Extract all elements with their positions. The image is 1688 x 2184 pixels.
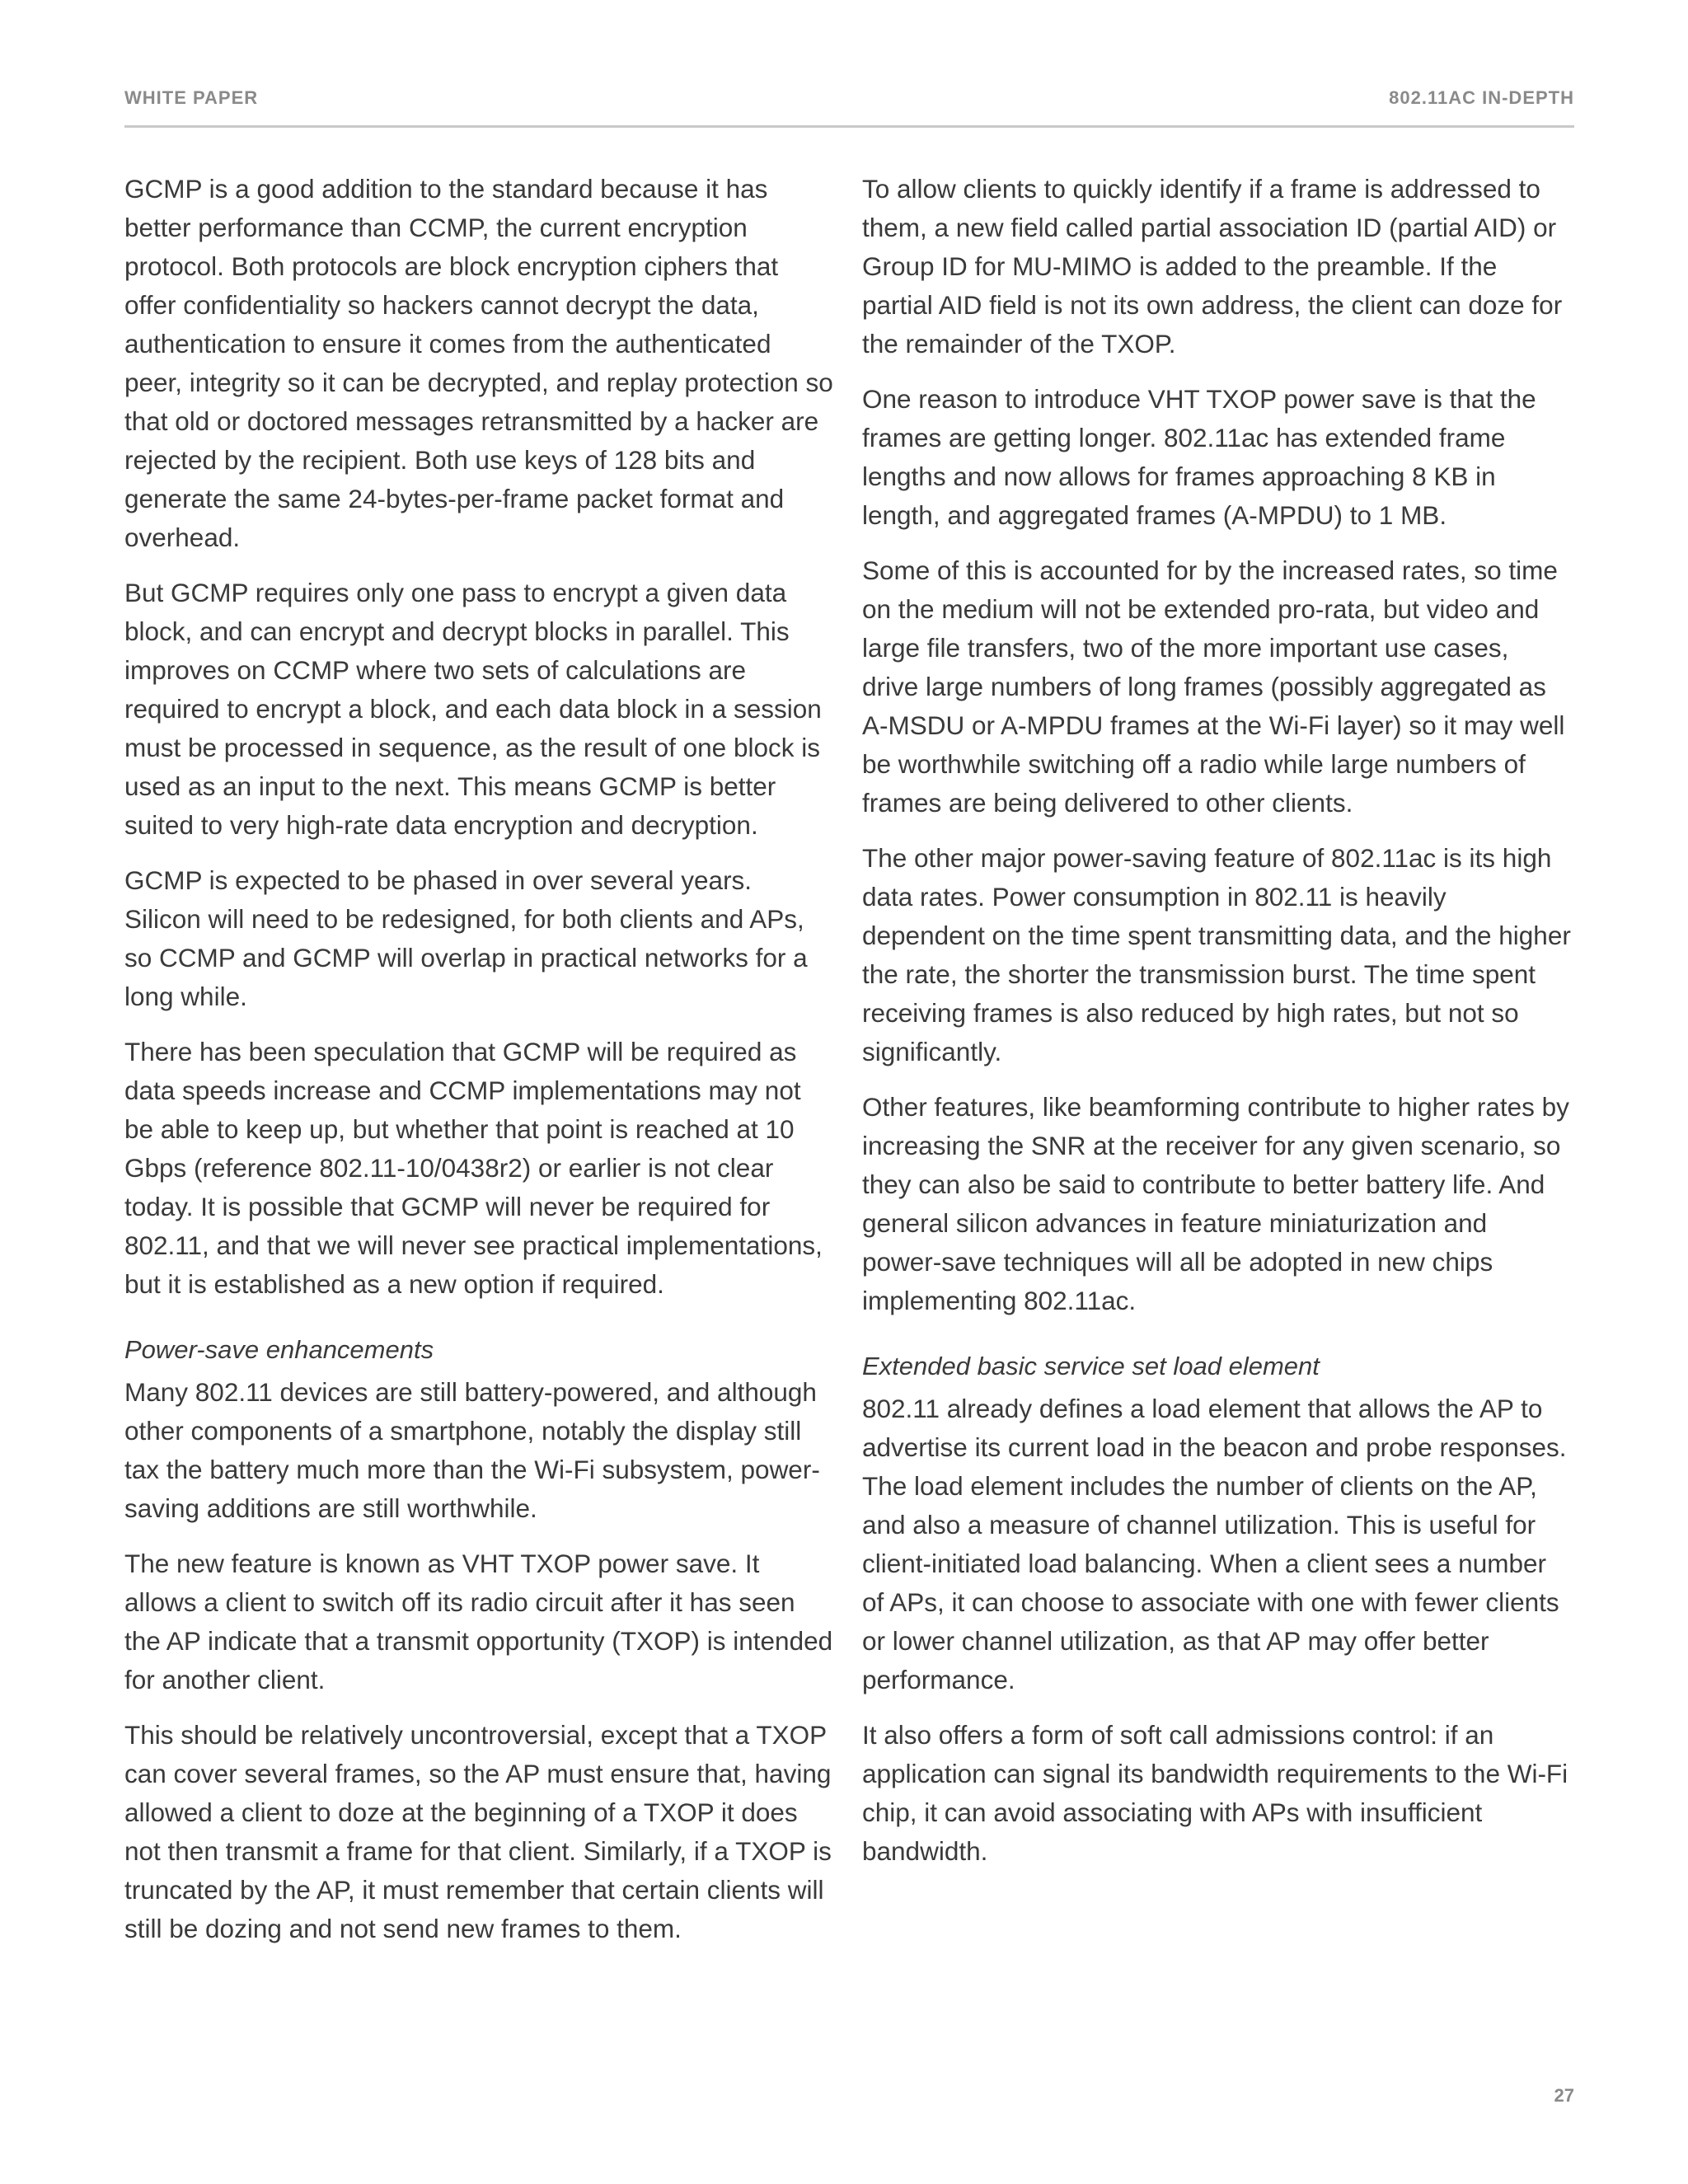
paragraph: GCMP is a good addition to the standard because it has better performance than CCMP, the current encryption protocol. Both protocols are block encryption ciphers that offer confidentiality so hackers cannot decrypt the data, authentication to ensure it comes from the authenticated peer, integrity so it can be decrypted, and replay protection so that old or doctored messages retransmitted by a hacker are rejected by the recipient. Both use keys of 128 bits and generate the same 24-bytes-per-frame packet format and overhead. [124,174,833,552]
paragraph: This should be relatively uncontroversial, except that a TXOP can cover several frames, so the AP must ensure that, having allowed a client to doze at the beginning of a TXOP it does not then transmit a frame for that client. Similarly, if a TXOP is truncated by the AP, it must remember that certain clients will still be dozing and not send new frames to them. [124,1720,832,1943]
document-title-label: 802.11AC IN-DEPTH [1389,87,1574,108]
right-column [862,170,1571,1887]
paragraph: The new feature is known as VHT TXOP power save. It allows a client to switch off its radio circuit after it has seen the AP indicate that a transmit opportunity (TXOP) is intended for another client. [124,1549,833,1694]
paragraph: There has been speculation that GCMP will be required as data speeds increase and CCMP implementations may not be able to keep up, but whether that point is reached at 10 Gbps (reference 802.11-10/0438r2) or earlier is not clear today. It is possible that GCMP will never be required for 802.11, and that we will never see practical implementations, but it is established as a new option if required. [124,1037,823,1299]
paragraph: But GCMP requires only one pass to encrypt a given data block, and can encrypt and decrypt blocks in parallel. This improves on CCMP where two sets of calculations are required to encrypt a block, and each data block in a session must be processed in sequence, as the result of one block is used as an input to the next. This means GCMP is better suited to very high-rate data encryption and decryption. [124,578,822,840]
page-header [124,82,1574,128]
paragraph: The other major power-saving feature of 802.11ac is its high data rates. Power consumption in 802.11 is heavily dependent on the time spent transmitting data, and the higher the rate, the shorter the transmission burst. The time spent receiving frames is also reduced by high rates, but not so significantly. [862,843,1571,1066]
section-subheading: Extended basic service set load element [862,1352,1320,1380]
paragraph: One reason to introduce VHT TXOP power save is that the frames are getting longer. 802.11ac has extended frame lengths and now allows for frames approaching 8 KB in length, and aggregated frames (A-MPDU) to 1 MB. [862,384,1536,530]
document-type-label: WHITE PAPER [124,87,259,108]
paragraph: GCMP is expected to be phased in over several years. Silicon will need to be redesigned, for both clients and APs, so CCMP and GCMP will overlap in practical networks for a long while. [124,865,808,1011]
paragraph: It also offers a form of soft call admissions control: if an application can signal its bandwidth requirements to the Wi-Fi chip, it can avoid associating with APs with insufficient bandwidth. [862,1720,1568,1866]
paragraph: Some of this is accounted for by the increased rates, so time on the medium will not be extended pro-rata, but video and large file transfers, two of the more important use cases, drive large numbers of long frames (possibly aggregated as A-MSDU or A-MPDU frames at the Wi-Fi layer) so it may well be worthwhile switching off a radio while large numbers of frames are being delivered to other clients. [862,555,1565,818]
page-number: 27 [1554,2085,1574,2106]
left-column [124,170,833,1965]
paragraph: Other features, like beamforming contribute to higher rates by increasing the SNR at the receiver for any given scenario, so they can also be said to contribute to better battery life. And general silicon advances in feature miniaturization and power-save techniques will all be adopted in new chips implementing 802.11ac. [862,1092,1569,1315]
paragraph: Many 802.11 devices are still battery-powered, and although other components of a smartphone, notably the display still tax the battery much more than the Wi-Fi subsystem, power-saving additions are still worthwhile. [124,1377,820,1523]
paragraph: To allow clients to quickly identify if a frame is addressed to them, a new field called partial association ID (partial AID) or Group ID for MU-MIMO is added to the preamble. If the partial AID field is not its own address, the client can doze for the remainder of the TXOP. [862,174,1563,359]
paragraph: 802.11 already defines a load element that allows the AP to advertise its current load in the beacon and probe responses. The load element includes the number of clients on the AP, and also a measure of channel utilization. This is useful for client-initiated load balancing. When a client sees a number of APs, it can choose to associate with one with fewer clients or lower channel utilization, as that AP may offer better performance. [862,1394,1567,1694]
section-subheading: Power-save enhancements [124,1335,434,1364]
